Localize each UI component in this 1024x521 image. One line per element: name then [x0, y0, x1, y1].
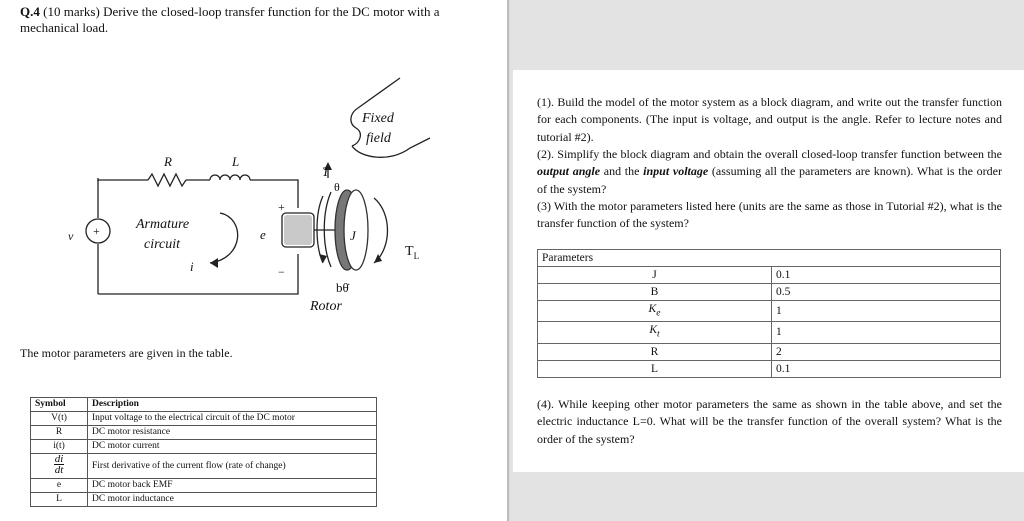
- label-i: i: [190, 259, 194, 274]
- question-number: Q.4: [20, 4, 40, 19]
- table-row: [538, 267, 1001, 284]
- param-value: 0.1: [772, 360, 1001, 377]
- symbol-table-header: [31, 398, 377, 412]
- q2-output-angle: output angle: [537, 164, 601, 179]
- param-name: B: [538, 284, 772, 301]
- sub-question-3: (3) With the motor parameters listed here (units are the same as those in Tutorial #2), what is the transfer function of the system?: [537, 199, 1002, 231]
- label-source-plus: +: [93, 224, 100, 238]
- label-fixed: Fixed: [362, 111, 394, 126]
- param-name-ke: [538, 301, 772, 322]
- label-TL-sub: L: [413, 251, 420, 261]
- symbol-cell: R: [31, 426, 88, 440]
- param-name: R: [538, 343, 772, 360]
- param-value: 1: [772, 322, 1001, 343]
- description-cell: First derivative of the current flow (rate of change): [88, 454, 377, 479]
- param-name-main: K: [649, 324, 657, 337]
- label-rotor: Rotor: [310, 299, 342, 314]
- page-divider: [507, 0, 509, 521]
- derivative-fraction: [54, 454, 65, 475]
- symbol-cell-fraction: [31, 454, 88, 479]
- question-text: Derive the closed-loop transfer function for the DC motor with a mechanical load.: [20, 4, 440, 35]
- sub-question-1: (1). Build the model of the motor system as a block diagram, and write out the transfer function for each components. (The input is voltage, and output is the angle. Refer to lecture notes and tutorial #2).: [537, 95, 1002, 144]
- symbol-cell: L: [31, 493, 88, 507]
- label-motor-plus: +: [278, 200, 285, 214]
- label-circuit: circuit: [144, 237, 181, 252]
- table-row: [538, 301, 1001, 322]
- label-v: v: [68, 229, 74, 243]
- label-btheta: bθ̇: [336, 280, 349, 295]
- param-name: J: [538, 267, 772, 284]
- sub-question-2: [537, 146, 1002, 198]
- fraction-numerator: di: [54, 453, 64, 465]
- description-cell: Input voltage to the electrical circuit of the DC motor: [88, 412, 377, 426]
- dc-motor-circuit-diagram: [60, 68, 450, 328]
- param-name-sub: e: [656, 307, 661, 319]
- header-symbol: Symbol: [31, 398, 88, 412]
- label-T: T: [322, 164, 330, 179]
- given-text: The motor parameters are given in the table.: [20, 346, 233, 360]
- description-cell: DC motor resistance: [88, 426, 377, 440]
- table-row: [538, 284, 1001, 301]
- table-row: [31, 479, 377, 493]
- label-TL: [405, 244, 419, 261]
- table-row: [31, 440, 377, 454]
- question-title: [20, 4, 490, 36]
- param-value: 1: [772, 301, 1001, 322]
- table-row: [538, 360, 1001, 377]
- table-row: [538, 343, 1001, 360]
- q2-part-a: (2). Simplify the block diagram and obtain the overall closed-loop transfer function between the: [537, 147, 1002, 161]
- label-e: e: [260, 227, 266, 242]
- header-description: Description: [88, 398, 377, 412]
- param-name-sub: t: [657, 328, 660, 340]
- param-name-kt: [538, 322, 772, 343]
- q2-part-e: (assuming all the parameters are known). What is the order of the system?: [537, 164, 1002, 196]
- symbol-table: [30, 397, 377, 507]
- label-TL-main: T: [405, 244, 414, 259]
- table-row: [31, 454, 377, 479]
- label-theta: θ: [334, 180, 340, 194]
- param-value: 2: [772, 343, 1001, 360]
- q2-part-c: and the: [600, 164, 644, 179]
- parameters-header: Parameters: [538, 250, 1001, 267]
- param-name-main: K: [648, 303, 657, 315]
- label-motor-minus: −: [278, 265, 285, 279]
- label-J: J: [350, 228, 356, 243]
- question-marks: (10 marks): [43, 4, 100, 19]
- symbol-cell: e: [31, 479, 88, 493]
- parameters-header-row: [538, 250, 1001, 267]
- description-cell: DC motor inductance: [88, 493, 377, 507]
- description-cell: DC motor current: [88, 440, 377, 454]
- table-row: [31, 412, 377, 426]
- fraction-denominator: dt: [54, 464, 64, 476]
- symbol-cell: V(t): [31, 412, 88, 426]
- symbol-cell: i(t): [31, 440, 88, 454]
- table-row: [538, 322, 1001, 343]
- label-field: field: [366, 131, 391, 146]
- table-row: [31, 426, 377, 440]
- label-R: R: [164, 154, 172, 169]
- description-cell: DC motor back EMF: [88, 479, 377, 493]
- label-armature: Armature: [136, 217, 190, 232]
- label-L: L: [232, 154, 240, 169]
- table-row: [31, 493, 377, 507]
- sub-question-4: (4). While keeping other motor parameters the same as shown in the table above, and set the electric inductance L=0. What will be the transfer function of the overall system? What is the order of the system?: [537, 397, 1002, 446]
- parameters-table: [537, 249, 1001, 378]
- param-value: 0.5: [772, 284, 1001, 301]
- param-name: L: [538, 360, 772, 377]
- q2-input-voltage: input voltage: [643, 164, 709, 179]
- param-value: 0.1: [772, 267, 1001, 284]
